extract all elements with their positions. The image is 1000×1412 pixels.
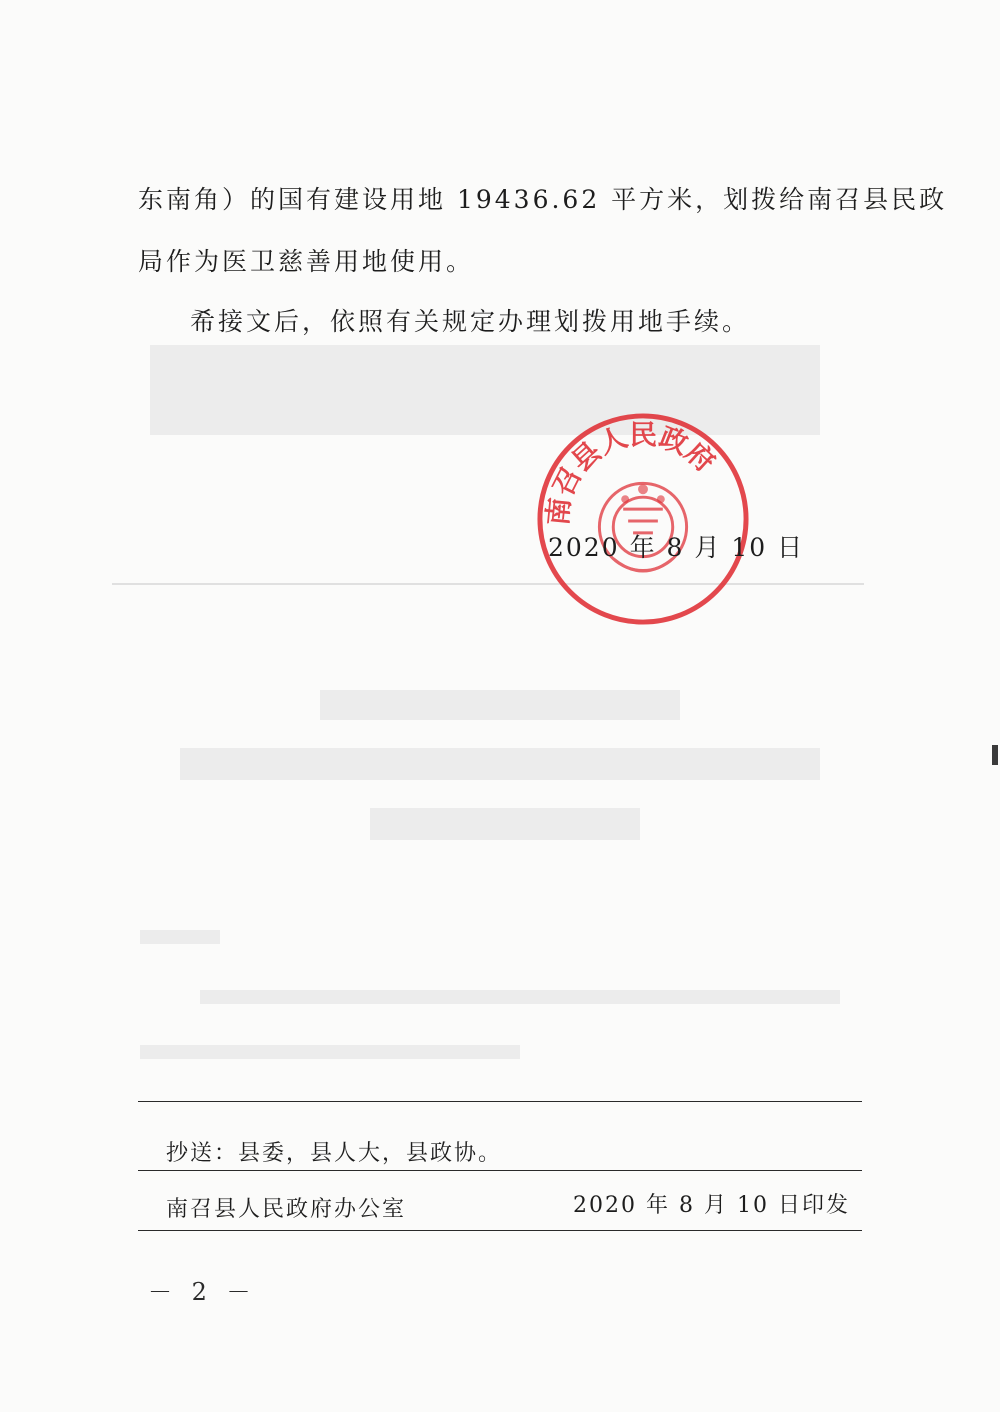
edge-mark	[992, 745, 998, 765]
issuing-office: 南召县人民政府办公室	[166, 1197, 407, 1222]
body-paragraph-line-3: 希接文后，依照有关规定办理划拨用地手续。	[190, 307, 751, 336]
body-paragraph-line-2: 局作为医卫慈善用地使用。	[138, 247, 475, 276]
footer-rule-top	[138, 1101, 862, 1102]
cc-recipients: 抄送：县委，县人大，县政协。	[166, 1141, 503, 1166]
signature-date: 2020 年 8 月 10 日	[548, 533, 805, 562]
footer-rule-bottom	[138, 1230, 862, 1231]
seal-text: 南召县人民政府	[540, 418, 722, 527]
issue-date: 2020 年 8 月 10 日印发	[573, 1193, 850, 1218]
svg-text:南召县人民政府	[541, 418, 722, 527]
official-seal-image	[534, 410, 752, 628]
footer-rule-middle	[138, 1170, 862, 1171]
page-number: － 2 －	[148, 1278, 257, 1306]
body-paragraph-line-1: 东南角）的国有建设用地 19436.62 平方米，划拨给南召县民政	[138, 185, 948, 214]
